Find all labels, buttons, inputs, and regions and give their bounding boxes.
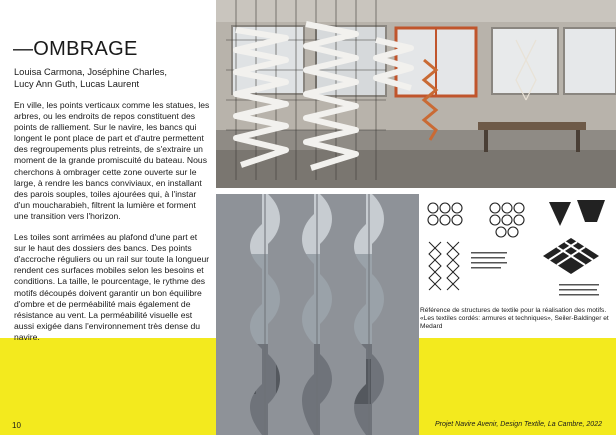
authors-line: Lucy Ann Guth, Lucas Laurent: [14, 79, 140, 89]
installation-photo: [216, 0, 616, 188]
paragraph: Les toiles sont arrimées au plafond d'une part et sur le haut des dossiers des bancs. Des points d'accroche réguliers ou un rail sur toute la longueur rendent ces surfaces mobiles selon les besoins et conditions. La taille, le pourcentage, le rythme des motifs découpés doivent garantir un bon équilibre d'ombre et de perméabilité mais également de résistance au vent. La perméabilité visuelle est aussi exigée dans l'environnement très dense du navire.: [14, 232, 210, 342]
figure-caption: Référence de structures de textile pour la réalisation des motifs. «Les textiles cordés: armures et techniques», Seiler-Baldinger et Medard: [420, 307, 609, 331]
authors: [14, 66, 204, 90]
authors-line: Louisa Carmona, Joséphine Charles,: [14, 67, 167, 77]
page-title: —OMBRAGE: [13, 38, 138, 60]
body-text: [14, 100, 210, 353]
footer-credit: Projet Navire Avenir, Design Textile, La Cambre, 2022: [434, 421, 602, 428]
textile-structures-diagram: [421, 196, 613, 304]
textile-detail-photo: [216, 194, 419, 435]
page-number: 10: [12, 421, 21, 430]
paragraph: En ville, les points verticaux comme les statues, les arbres, ou les endroits de repos constituent des points de ralliement. Sur le navire, les bancs qui longent le pont place de part et d'autre permettent des regroupements plus retreints, de s'extraire un moment de la grande promiscuité du bateau. Nous cherchons à ombrager cette zone ouverte sur le large, à rendre les bancs conviviaux, en installant des parois souples, toiles ajourées qui, à l'instar d'un moucharabieh, filtrent la lumière et forment une transition vers l'horizon.: [14, 100, 210, 221]
